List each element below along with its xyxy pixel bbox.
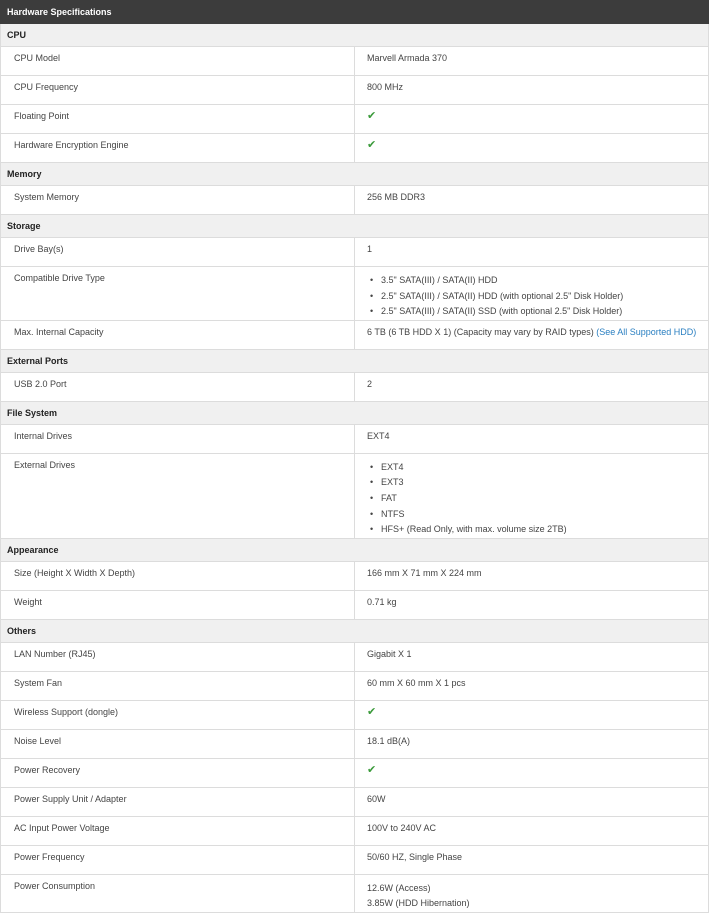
spec-label: AC Input Power Voltage — [1, 816, 355, 845]
value-text: 50/60 HZ, Single Phase — [367, 851, 463, 862]
spec-label: Hardware Encryption Engine — [1, 134, 355, 163]
table-row — [1, 320, 709, 349]
value-text: 256 MB DDR3 — [367, 192, 426, 202]
spec-value — [355, 642, 709, 671]
table-row — [1, 729, 709, 758]
spec-label: Noise Level — [1, 729, 355, 758]
table-row — [1, 134, 709, 163]
see-supported-hdd-link[interactable]: (See All Supported HDD) — [596, 326, 697, 337]
section-row-memory — [1, 163, 709, 186]
section-title: Appearance — [1, 538, 709, 561]
spec-label: Power Supply Unit / Adapter — [1, 787, 355, 816]
spec-value — [355, 47, 709, 76]
spec-value — [355, 267, 709, 321]
table-row — [1, 590, 709, 619]
table-row — [1, 47, 709, 76]
spec-label: Internal Drives — [1, 424, 355, 453]
spec-value — [355, 729, 709, 758]
value-text: 800 MHz — [367, 82, 404, 92]
spec-value — [355, 453, 709, 538]
value-text: 6 TB (6 TB HDD X 1) (Capacity may vary by RAID types) — [367, 326, 597, 337]
spec-value — [355, 186, 709, 215]
table-row — [1, 372, 709, 401]
spec-value — [355, 238, 709, 267]
section-row-external-ports — [1, 349, 709, 372]
value-text: 1 — [367, 244, 373, 254]
spec-label: Wireless Support (dongle) — [1, 700, 355, 729]
spec-table-body — [1, 1, 709, 913]
table-row — [1, 238, 709, 267]
spec-label: System Fan — [1, 671, 355, 700]
list-item: • 2.5" SATA(III) / SATA(II) SSD (with optional 2.5" Disk Holder) — [381, 304, 708, 320]
table-header-row — [1, 1, 709, 24]
section-row-file-system — [1, 401, 709, 424]
spec-label: CPU Model — [1, 47, 355, 76]
table-row — [1, 76, 709, 105]
table-row — [1, 453, 709, 538]
spec-label: System Memory — [1, 186, 355, 215]
spec-label: Power Recovery — [1, 758, 355, 787]
list-item: • FAT — [381, 491, 708, 507]
value-text: 60W — [367, 793, 386, 804]
list-item: • 3.5" SATA(III) / SATA(II) HDD — [381, 273, 708, 289]
table-row — [1, 267, 709, 321]
spec-label: Weight — [1, 590, 355, 619]
spec-value — [355, 787, 709, 816]
spec-value — [355, 816, 709, 845]
spec-label: Compatible Drive Type — [1, 267, 355, 321]
value-list — [367, 273, 708, 320]
spec-value — [355, 700, 709, 729]
table-row — [1, 845, 709, 874]
table-row — [1, 758, 709, 787]
list-item: • EXT3 — [381, 475, 708, 491]
list-item: • 2.5" SATA(III) / SATA(II) HDD (with optional 2.5" Disk Holder) — [381, 289, 708, 305]
value-text: EXT4 — [367, 430, 390, 441]
spec-value — [355, 671, 709, 700]
spec-label: Drive Bay(s) — [1, 238, 355, 267]
value-text: 60 mm X 60 mm X 1 pcs — [367, 677, 466, 688]
table-row — [1, 671, 709, 700]
spec-label: LAN Number (RJ45) — [1, 642, 355, 671]
section-title: CPU — [1, 24, 709, 47]
spec-value — [355, 561, 709, 590]
section-title: Memory — [1, 163, 709, 186]
value-text: 0.71 kg — [367, 596, 397, 607]
spec-value — [355, 424, 709, 453]
section-row-others — [1, 619, 709, 642]
list-item: • HFS+ (Read Only, with max. volume size 2TB) — [381, 522, 708, 538]
table-row — [1, 700, 709, 729]
spec-label: Size (Height X Width X Depth) — [1, 561, 355, 590]
list-item: • EXT4 — [381, 460, 708, 476]
spec-value — [355, 590, 709, 619]
section-row-cpu — [1, 24, 709, 47]
list-item: • NTFS — [381, 507, 708, 523]
value-text: Gigabit X 1 — [367, 648, 412, 659]
section-title: File System — [1, 401, 709, 424]
value-text: 166 mm X 71 mm X 224 mm — [367, 567, 482, 578]
spec-label: Floating Point — [1, 105, 355, 134]
table-row — [1, 816, 709, 845]
section-row-appearance — [1, 538, 709, 561]
table-title: Hardware Specifications — [1, 1, 709, 24]
table-row — [1, 642, 709, 671]
check-icon: ✔ — [367, 705, 377, 718]
check-icon: ✔ — [367, 763, 377, 776]
spec-value — [355, 76, 709, 105]
check-icon: ✔ — [367, 139, 377, 151]
value-line: 3.85W (HDD Hibernation) — [367, 898, 470, 909]
value-text: 18.1 dB(A) — [367, 735, 411, 746]
spec-value — [355, 845, 709, 874]
spec-label: Max. Internal Capacity — [1, 320, 355, 349]
table-row — [1, 787, 709, 816]
table-row — [1, 186, 709, 215]
spec-value — [355, 134, 709, 163]
value-text: Marvell Armada 370 — [367, 53, 448, 63]
value-list — [367, 460, 708, 538]
section-title: Storage — [1, 215, 709, 238]
section-row-storage — [1, 215, 709, 238]
spec-value — [355, 758, 709, 787]
spec-label: USB 2.0 Port — [1, 372, 355, 401]
spec-value — [355, 320, 709, 349]
section-title: External Ports — [1, 349, 709, 372]
spec-label: External Drives — [1, 453, 355, 538]
spec-label: CPU Frequency — [1, 76, 355, 105]
spec-value — [355, 372, 709, 401]
spec-value — [355, 105, 709, 134]
spec-value — [355, 874, 709, 912]
value-text: 100V to 240V AC — [367, 822, 437, 833]
table-row — [1, 561, 709, 590]
spec-label: Power Frequency — [1, 845, 355, 874]
value-text: 2 — [367, 378, 373, 389]
spec-label: Power Consumption — [1, 874, 355, 912]
check-icon: ✔ — [367, 110, 377, 122]
value-line: 12.6W (Access) — [367, 882, 431, 893]
table-row — [1, 105, 709, 134]
table-row — [1, 874, 709, 912]
table-row — [1, 424, 709, 453]
section-title: Others — [1, 619, 709, 642]
